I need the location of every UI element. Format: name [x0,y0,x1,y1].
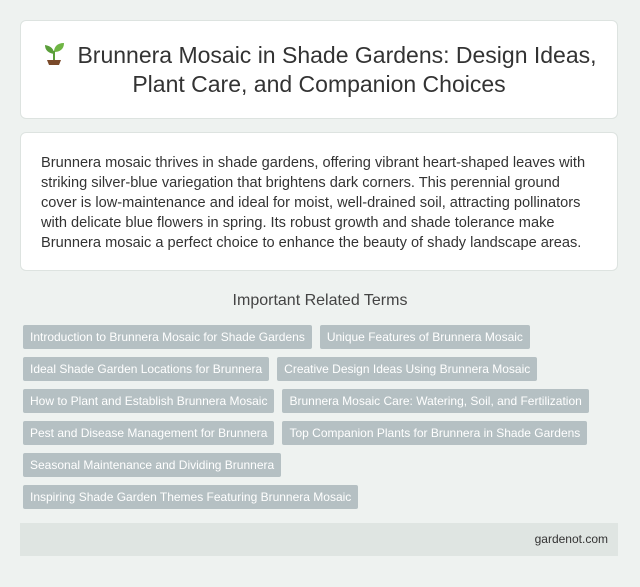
tag-row [23,325,623,349]
related-term-tag[interactable]: Seasonal Maintenance and Dividing Brunnera [23,453,281,477]
footer [20,523,618,556]
related-terms-list [23,325,623,517]
tag-row [23,453,623,477]
description-card [20,132,618,271]
related-terms-heading: Important Related Terms [232,292,408,309]
footer-site-link[interactable]: gardenot.com [534,532,608,546]
title-card [20,20,618,119]
related-term-tag[interactable]: Top Companion Plants for Brunnera in Shade Gardens [282,421,587,445]
related-term-tag[interactable]: Creative Design Ideas Using Brunnera Mosaic [277,357,537,381]
description-text: Brunnera mosaic thrives in shade gardens, offering vibrant heart-shaped leaves with striking silver-blue variegation that brightens dark corners. This perennial ground cover is low-maintenance and ideal for moist, well-drained soil, attracting pollinators with delicate blue flowers in spring. Its robust growth and shade tolerance make Brunnera mosaic a perfect choice to enhance the beauty of shady landscape areas. [41,155,586,251]
related-term-tag[interactable]: Inspiring Shade Garden Themes Featuring Brunnera Mosaic [23,485,358,509]
tag-row [23,389,623,413]
related-term-tag[interactable]: How to Plant and Establish Brunnera Mosaic [23,389,274,413]
related-term-tag[interactable]: Ideal Shade Garden Locations for Brunnera [23,357,269,381]
related-term-tag[interactable]: Pest and Disease Management for Brunnera [23,421,274,445]
related-term-tag[interactable]: Introduction to Brunnera Mosaic for Shade Gardens [23,325,312,349]
sprout-icon [41,40,67,66]
page-title-text: Brunnera Mosaic in Shade Gardens: Design Ideas, Plant Care, and Companion Choices [77,42,597,97]
related-term-tag[interactable]: Brunnera Mosaic Care: Watering, Soil, and Fertilization [282,389,588,413]
related-term-tag[interactable]: Unique Features of Brunnera Mosaic [320,325,530,349]
page-title [41,40,597,99]
tag-row [23,357,623,381]
tag-row [23,485,623,509]
tag-row [23,421,623,445]
